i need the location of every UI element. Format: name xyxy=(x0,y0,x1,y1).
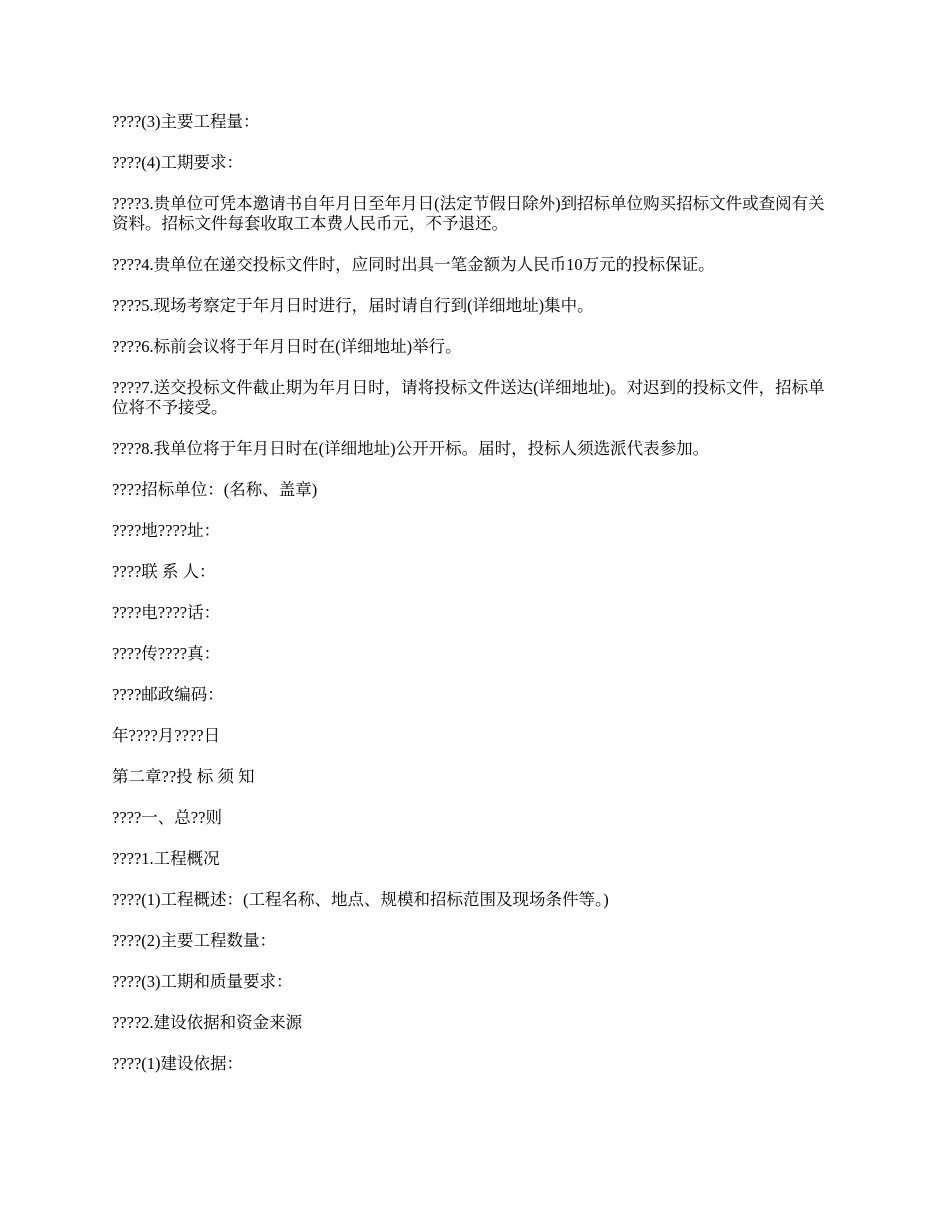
item-schedule-and-quality: ????(3)工期和质量要求： xyxy=(112,972,293,991)
clause-7-submission-deadline: ????7.送交投标文件截止期为年月日时，请将投标文件送达(详细地址)。对迟到的投标文件，招标单位将不予接受。 xyxy=(112,378,825,417)
item-schedule-requirement: ????(4)工期要求： xyxy=(112,153,244,172)
telephone-line: ????电????话： xyxy=(112,603,221,622)
contact-person-line: ????联 系 人： xyxy=(112,562,216,581)
document-page xyxy=(112,112,832,1095)
clause-6-pre-bid-meeting: ????6.标前会议将于年月日时在(详细地址)举行。 xyxy=(112,337,462,356)
clause-8-bid-opening: ????8.我单位将于年月日时在(详细地址)公开开标。届时，投标人须选派代表参加。 xyxy=(112,439,710,458)
item-project-overview: ????1.工程概况 xyxy=(112,849,220,868)
item-main-quantities: ????(3)主要工程量： xyxy=(112,112,260,131)
item-construction-basis-funding: ????2.建设依据和资金来源 xyxy=(112,1013,303,1032)
date-line: 年????月????日 xyxy=(112,726,221,745)
clause-5-site-visit: ????5.现场考察定于年月日时进行，届时请自行到(详细地址)集中。 xyxy=(112,296,594,315)
tendering-unit-line: ????招标单位：(名称、盖章) xyxy=(112,480,318,499)
postal-code-line: ????邮政编码： xyxy=(112,685,224,704)
section-general-heading: ????一、总??则 xyxy=(112,808,222,827)
fax-line: ????传????真： xyxy=(112,644,221,663)
item-project-description: ????(1)工程概述：(工程名称、地点、规模和招标范围及现场条件等。) xyxy=(112,890,609,909)
item-construction-basis: ????(1)建设依据： xyxy=(112,1054,244,1073)
address-line: ????地????址： xyxy=(112,521,221,540)
clause-3-purchase-documents: ????3.贵单位可凭本邀请书自年月日至年月日(法定节假日除外)到招标单位购买招标文件或查阅有关资料。招标文件每套收取工本费人民币元，不予退还。 xyxy=(112,194,825,233)
item-main-work-quantities: ????(2)主要工程数量： xyxy=(112,931,277,950)
clause-4-bid-security: ????4.贵单位在递交投标文件时，应同时出具一笔金额为人民币10万元的投标保证。 xyxy=(112,255,715,274)
chapter-2-heading: 第二章??投 标 须 知 xyxy=(112,767,255,786)
